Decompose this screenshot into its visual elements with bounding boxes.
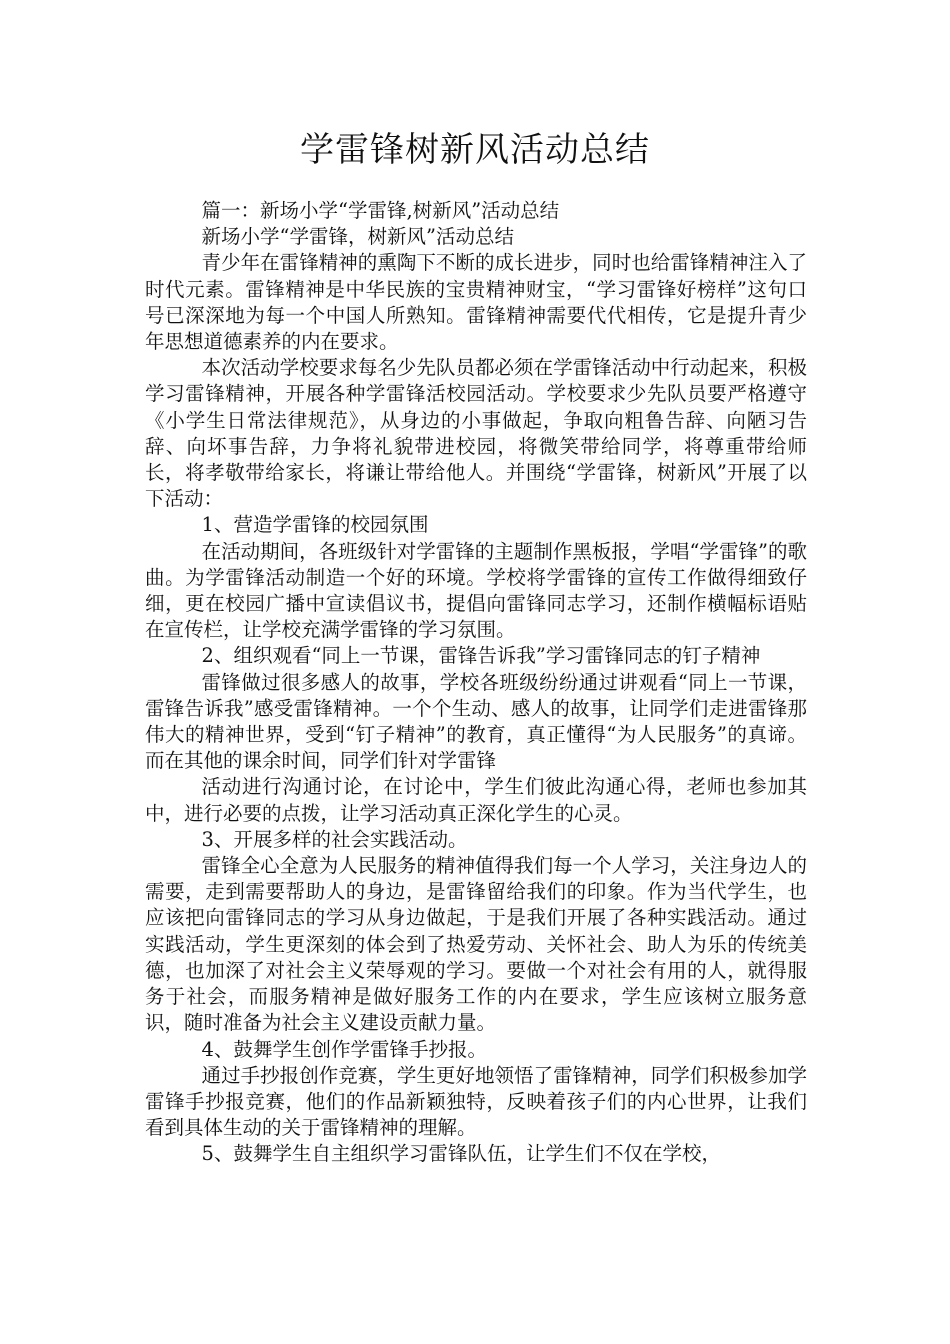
paragraph-subtitle-1: 篇一：新场小学“学雷锋,树新风”活动总结 <box>201 199 560 222</box>
section-heading-4: 4、鼓舞学生创作学雷锋手抄报。 <box>201 1037 487 1061</box>
paragraph: 雷锋全心全意为人民服务的精神值得我们每一个人学习，关注身边人的需要，走到需要帮助人的身边，是雷锋留给我们的印象。作为当代学生，也应该把向雷锋同志的学习从身边做起，于是我们开展了各种实践活动。通过实践活动，学生更深刻的体会到了热爱劳动、关怀社会、助人为乐的传统美德，也加深了对社会主义荣辱观的学习。要做一个对社会有用的人，就得服务于社会，而服务精神是做好服务工作的内在要求，学生应该树立服务意识，随时准备为社会主义建设贡献力量。 <box>145 854 807 1035</box>
paragraph: 本次活动学校要求每名少先队员都必须在学雷锋活动中行动起来，积极学习雷锋精神，开展各种学雷锋活校园活动。学校要求少先队员要严格遵守《小学生日常法律规范》，从身边的小事做起，争取向粗鲁告辞、向陋习告辞、向坏事告辞，力争将礼貌带进校园，将微笑带给同学，将尊重带给师长，将孝敬带给家长，将谦让带给他人。并围绕“学雷锋，树新风”开展了以下活动： <box>145 356 807 511</box>
paragraph: 在活动期间，各班级针对学雷锋的主题制作黑板报，学唱“学雷锋”的歌曲。为学雷锋活动制造一个好的环境。学校将学雷锋的宣传工作做得细致仔细，更在校园广播中宣读倡议书，提倡向雷锋同志学习，还制作横幅标语贴在宣传栏，让学校充满学雷锋的学习氛围。 <box>145 539 807 642</box>
paragraph: 通过手抄报创作竞赛，学生更好地领悟了雷锋精神，同学们积极参加学雷锋手抄报竞赛，他们的作品新颖独特，反映着孩子们的内心世界，让我们看到具体生动的关于雷锋精神的理解。 <box>145 1063 807 1140</box>
paragraph: 青少年在雷锋精神的熏陶下不断的成长进步，同时也给雷锋精神注入了时代元素。雷锋精神是中华民族的宝贵精神财宝，“学习雷锋好榜样”这句口号已深深地为每一个中国人所熟知。雷锋精神需要代代相传，它是提升青少年思想道德素养的内在要求。 <box>145 251 807 354</box>
section-heading-2: 2、组织观看“同上一节课，雷锋告诉我”学习雷锋同志的钉子精神 <box>201 644 761 668</box>
document-body <box>145 198 807 1168</box>
document-title: 学雷锋树新风活动总结 <box>300 130 650 170</box>
paragraph: 雷锋做过很多感人的故事，学校各班级纷纷通过讲观看“同上一节课，雷锋告诉我”感受雷锋精神。一个个生动、感人的故事，让同学们走进雷锋那伟大的精神世界，受到“钉子精神”的教育，真正懂得“为人民服务”的真谛。而在其他的课余时间，同学们针对学雷锋 <box>145 670 807 773</box>
paragraph-subtitle-2: 新场小学“学雷锋，树新风”活动总结 <box>201 225 514 249</box>
paragraph: 活动进行沟通讨论，在讨论中，学生们彼此沟通心得，老师也参加其中，进行必要的点拨，让学习活动真正深化学生的心灵。 <box>145 775 807 825</box>
section-heading-3: 3、开展多样的社会实践活动。 <box>201 827 468 851</box>
section-heading-5: 5、鼓舞学生自主组织学习雷锋队伍，让学生们不仅在学校， <box>201 1142 721 1166</box>
section-heading-1: 1、营造学雷锋的校园氛围 <box>201 513 429 537</box>
